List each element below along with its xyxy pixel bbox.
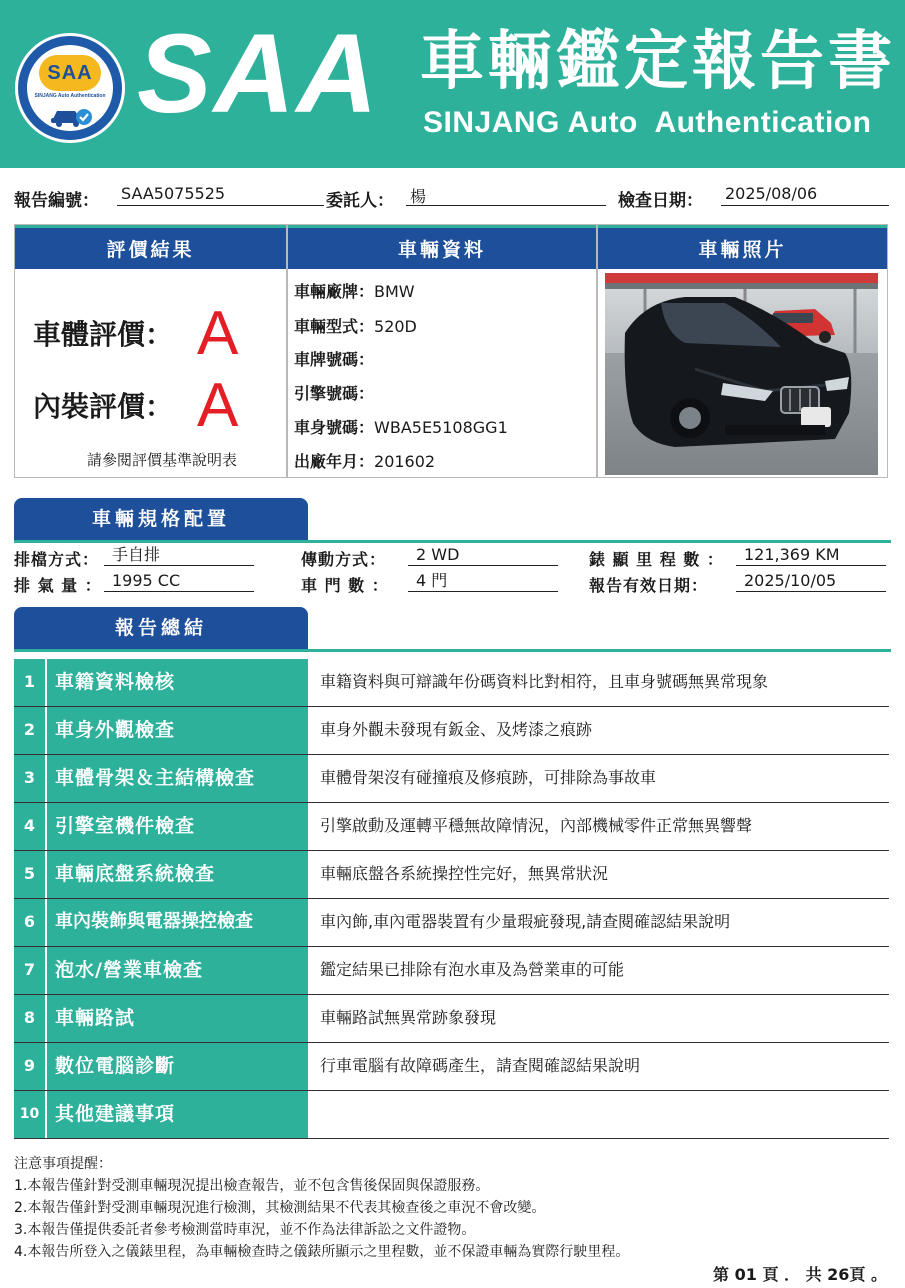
doors-value: 4 門: [408, 572, 558, 592]
vehicle-model-value: 520D: [374, 317, 417, 336]
vehicle-model-row: [294, 314, 417, 337]
note-item: 2.本報告僅針對受測車輛現況進行檢測，其檢測結果不代表其檢查後之車況不會改變。: [14, 1200, 546, 1216]
valid-until-label: 報告有效日期：: [589, 576, 709, 595]
inspection-result: 行車電腦有故障碼產生，請查閱確認結果說明: [320, 1056, 641, 1075]
vehicle-model-label: 車輛型式：: [294, 317, 375, 336]
inspection-item: 車輛路試: [47, 995, 308, 1042]
inspection-item: 引擎室機件檢查: [47, 803, 308, 850]
client-label: 委託人：: [326, 191, 394, 211]
row-number: 8: [14, 995, 47, 1042]
table-row: [14, 995, 889, 1043]
inspection-result: 車輛路試無異常跡象發現: [320, 1008, 497, 1027]
evaluation-panel-title: 評價結果: [15, 225, 286, 269]
doors-label: 車 門 數 ：: [301, 576, 389, 595]
report-number-field: [14, 186, 314, 210]
manufacture-date-value: 201602: [374, 452, 436, 471]
inspection-item: 泡水/營業車檢查: [47, 947, 308, 994]
displacement-label: 排 氣 量 ：: [14, 576, 102, 595]
interior-grade-label: 內裝評價：: [33, 390, 174, 423]
inspection-item: 車內裝飾與電器操控檢查: [47, 899, 308, 946]
body-grade-label: 車體評價：: [33, 318, 174, 351]
drivetrain-label: 傳動方式：: [301, 550, 387, 569]
vehicle-photo-panel: [597, 224, 888, 478]
transmission-value: 手自排: [104, 546, 254, 566]
inspection-item: 車籍資料檢核: [47, 659, 308, 706]
row-number: 3: [14, 755, 47, 802]
vin-row: [294, 415, 508, 438]
transmission-label: 排檔方式：: [14, 550, 100, 569]
vehicle-plate-label: 車牌號碼：: [294, 350, 375, 369]
inspection-result: 車身外觀未發現有鈑金、及烤漆之痕跡: [320, 720, 593, 739]
logo-badge: SAA: [39, 55, 101, 91]
table-row: [14, 1043, 889, 1091]
client-value: 楊: [406, 184, 606, 206]
inspection-item: 車輛底盤系統檢查: [47, 851, 308, 898]
inspection-item: 其他建議事項: [47, 1091, 308, 1138]
inspection-result: 車內飾,車內電器裝置有少量瑕疵發現,請查閱確認結果說明: [320, 912, 731, 931]
row-number: 6: [14, 899, 47, 946]
page-indicator: 第 01 頁 ． 共 26頁 。: [713, 1265, 887, 1284]
logo-subtext: SINJANG Auto Authentication: [34, 93, 106, 99]
row-number: 5: [14, 851, 47, 898]
manufacture-date-row: [294, 449, 435, 472]
report-number-label: 報告編號：: [14, 191, 99, 211]
manufacture-date-label: 出廠年月：: [294, 452, 375, 471]
inspection-date-label: 檢查日期：: [618, 191, 703, 211]
vehicle-info-title: 車輛資料: [288, 225, 596, 269]
table-row: [14, 947, 889, 995]
summary-divider: [14, 649, 891, 652]
vehicle-photo-title: 車輛照片: [598, 225, 887, 269]
engine-number-label: 引擎號碼：: [294, 384, 375, 403]
table-row: [14, 899, 889, 947]
engine-number-row: [294, 381, 374, 404]
notes-section: [14, 1153, 629, 1263]
vehicle-info-panel: [287, 224, 597, 478]
valid-until-value: 2025/10/05: [736, 572, 886, 592]
inspection-result: 車輛底盤各系統操控性完好，無異常狀況: [320, 864, 609, 883]
vehicle-brand-value: BMW: [374, 282, 415, 301]
vehicle-brand-row: [294, 279, 415, 302]
row-number: 7: [14, 947, 47, 994]
specs-divider: [14, 540, 891, 543]
note-item: 1.本報告僅針對受測車輛現況提出檢查報告，並不包含售後保固與保證服務。: [14, 1178, 490, 1194]
client-field: [326, 186, 608, 210]
inspection-result: 車籍資料與可辯識年份碼資料比對相符，且車身號碼無異常現象: [320, 672, 769, 691]
row-number: 9: [14, 1043, 47, 1090]
inspection-item: 數位電腦診斷: [47, 1043, 308, 1090]
table-row: [14, 755, 889, 803]
vin-label: 車身號碼：: [294, 418, 375, 437]
drivetrain-value: 2 WD: [408, 546, 558, 566]
grading-criteria-note: 請參閱評價基準說明表: [87, 451, 238, 469]
row-number: 4: [14, 803, 47, 850]
row-number: 1: [14, 659, 47, 706]
report-title: 車輛鑑定報告書: [420, 25, 896, 99]
summary-section-tab: 報告總結: [14, 607, 308, 649]
table-row: [14, 707, 889, 755]
inspection-result: 鑑定結果已排除有泡水車及為營業車的可能: [320, 960, 625, 979]
report-number-value: SAA5075525: [117, 184, 324, 206]
report-subtitle: SINJANG Auto Authentication: [423, 106, 872, 139]
brand-wordmark: SAA: [137, 11, 380, 136]
row-number: 2: [14, 707, 47, 754]
vehicle-brand-label: 車輛廠牌：: [294, 282, 375, 301]
saa-logo: [15, 33, 125, 143]
interior-grade-value: A: [197, 371, 239, 440]
table-row: [14, 803, 889, 851]
table-row: [14, 659, 889, 707]
notes-title: 注意事項提醒：: [14, 1156, 112, 1172]
inspection-item: 車身外觀檢查: [47, 707, 308, 754]
body-grade-value: A: [197, 299, 239, 368]
table-row: [14, 851, 889, 899]
report-header: [0, 0, 905, 168]
displacement-value: 1995 CC: [104, 572, 254, 592]
inspection-item: 車體骨架＆主結構檢查: [47, 755, 308, 802]
inspection-result: 引擎啟動及運轉平穩無故障情況，內部機械零件正常無異響聲: [320, 816, 753, 835]
specs-section-tab: 車輛規格配置: [14, 498, 308, 540]
car-photo-illustration: [605, 273, 878, 475]
table-row: [14, 1091, 889, 1139]
vin-value: WBA5E5108GG1: [374, 418, 508, 437]
evaluation-panel: [14, 224, 287, 478]
inspection-date-field: [618, 186, 890, 210]
inspection-result: 車體骨架沒有碰撞痕及修痕跡，可排除為事故車: [320, 768, 657, 787]
note-item: 3.本報告僅提供委託者參考檢測當時車況，並不作為法律訴訟之文件證物。: [14, 1222, 476, 1238]
mileage-label: 錶 顯 里 程 數 ：: [589, 550, 724, 569]
car-check-icon: [49, 103, 93, 127]
inspection-date-value: 2025/08/06: [721, 184, 889, 206]
row-number: 10: [14, 1091, 47, 1138]
mileage-value: 121,369 KM: [736, 546, 886, 566]
vehicle-photo: [605, 273, 878, 475]
note-item: 4.本報告所登入之儀錶里程，為車輛檢查時之儀錶所顯示之里程數，並不保證車輛為實際行駛里程。: [14, 1244, 630, 1260]
vehicle-plate-row: [294, 347, 374, 370]
